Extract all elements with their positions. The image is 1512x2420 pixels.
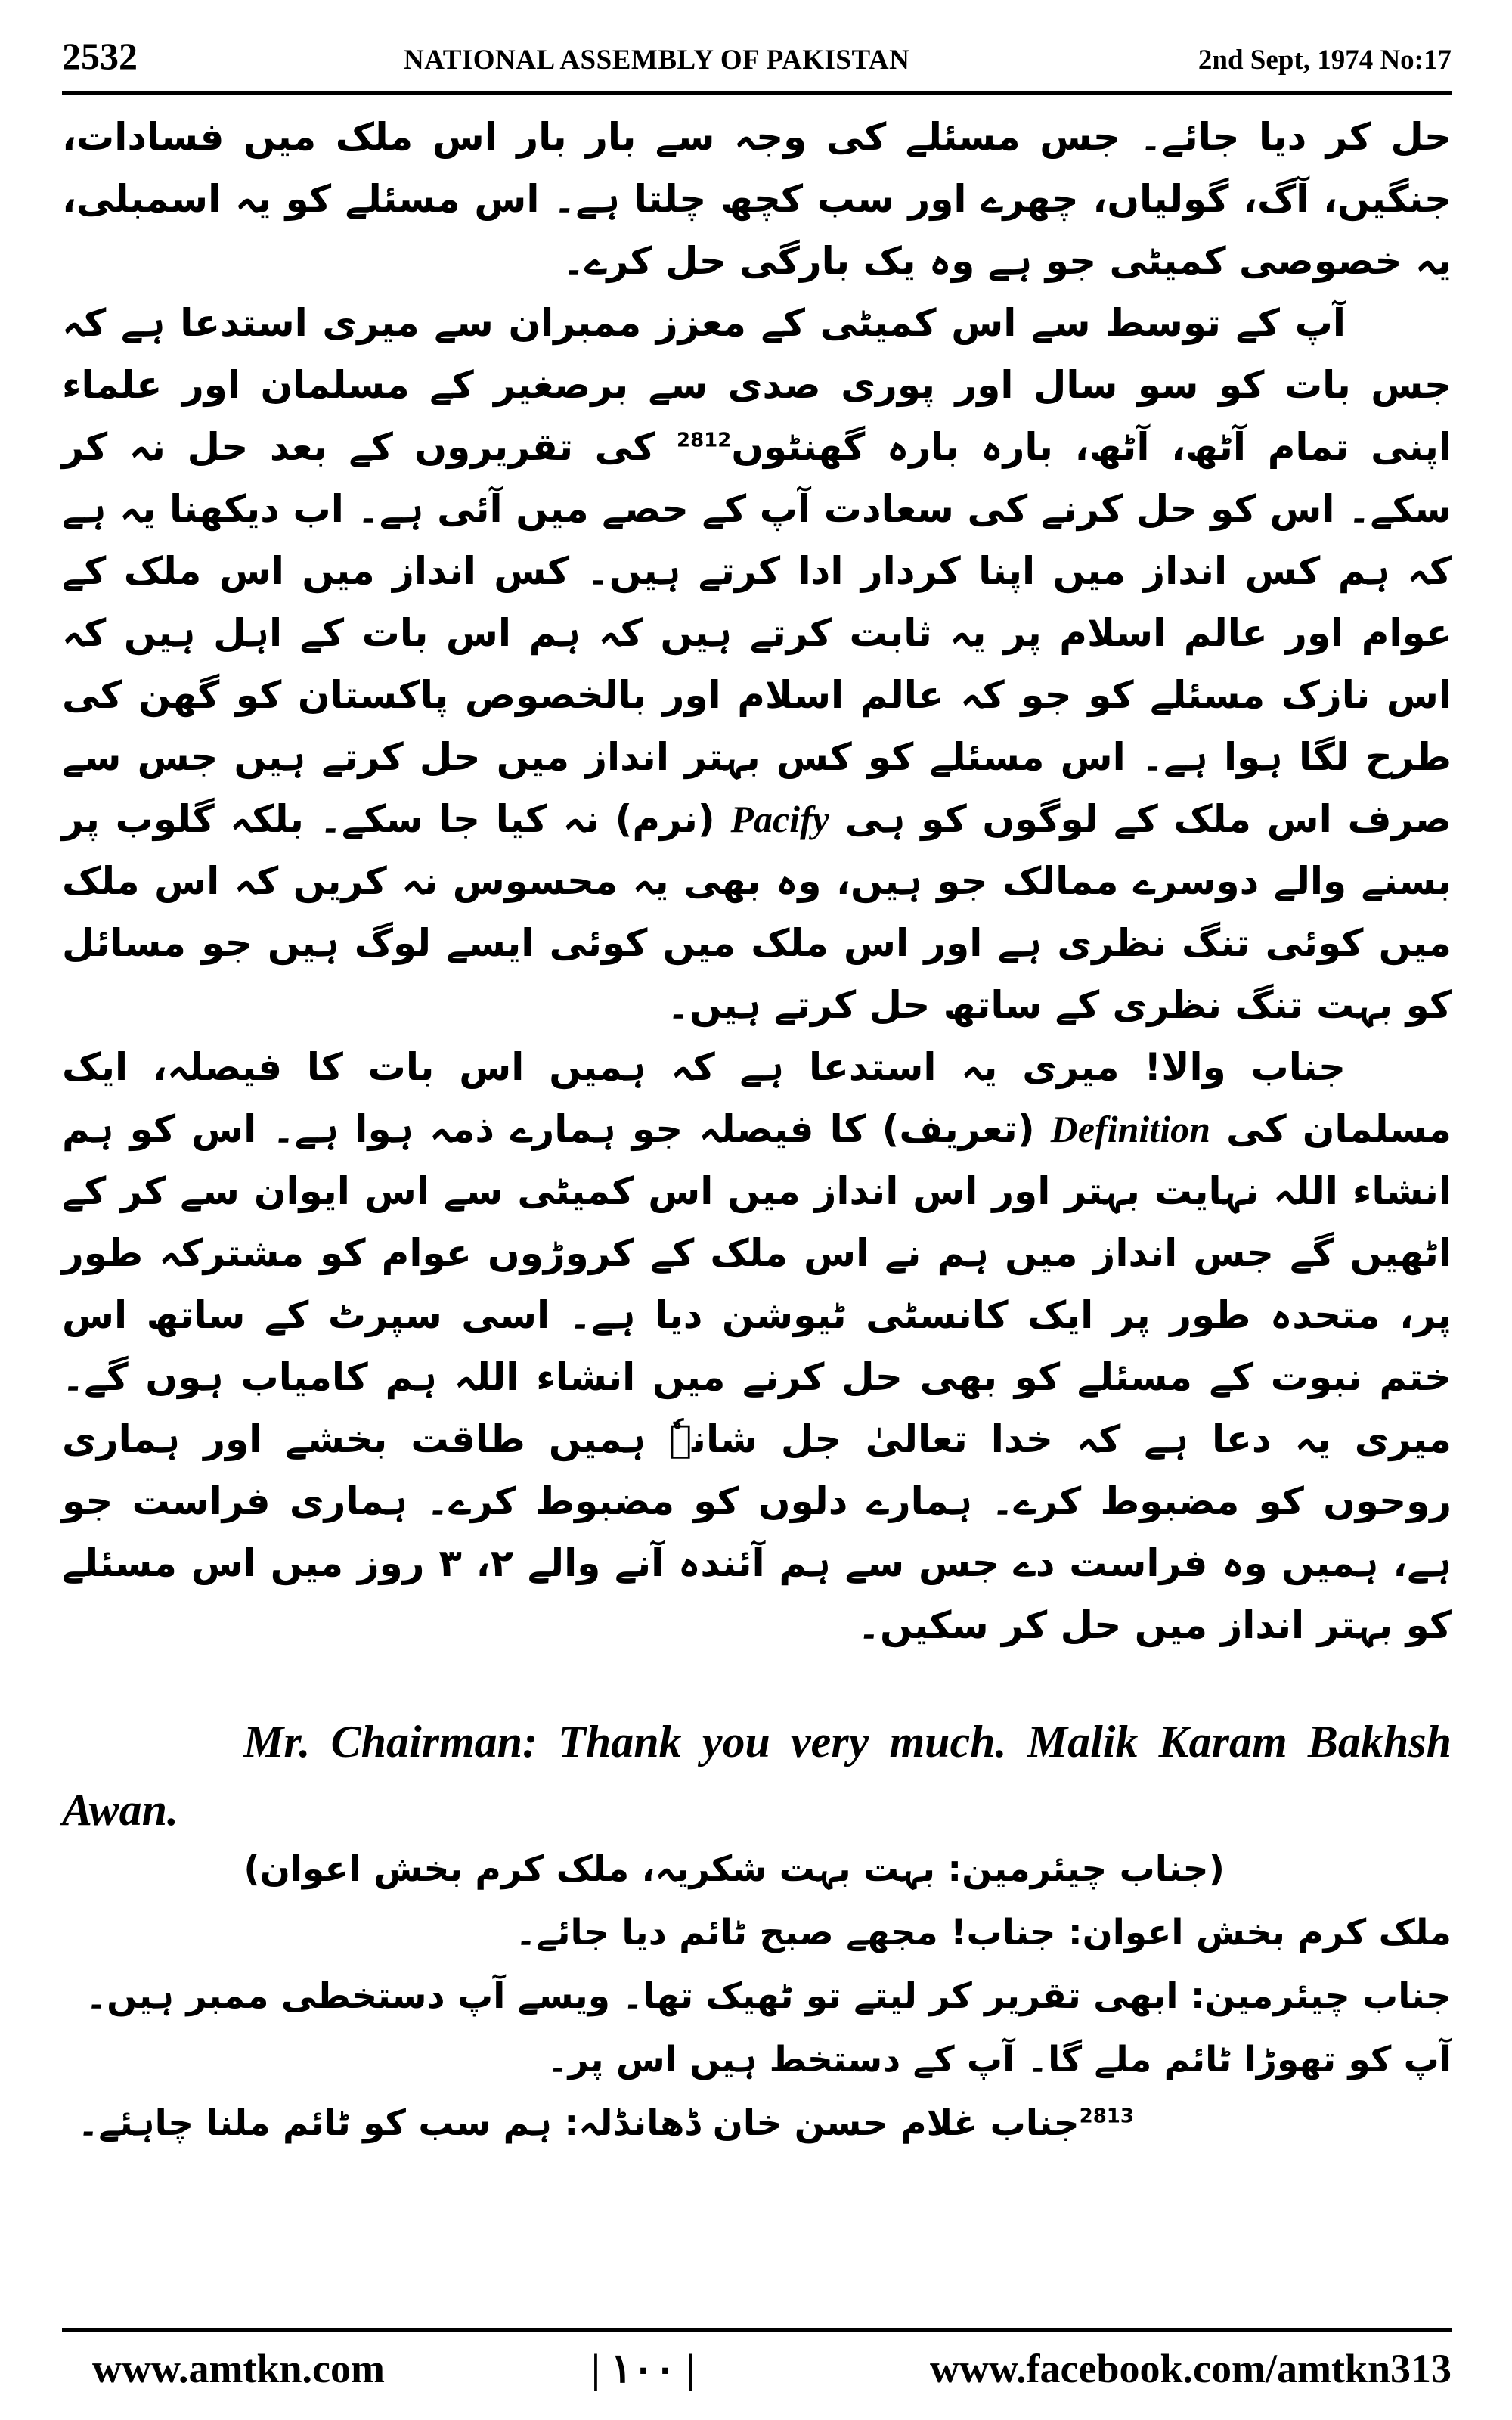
footnote-marker-2812: 2812 xyxy=(677,429,732,452)
footnote-marker-2813: 2813 xyxy=(1079,2105,1134,2128)
paragraph-1: حل کر دیا جائے۔ جس مسئلے کی وجہ سے بار بار اس ملک میں فسادات، جنگیں، آگ، گولیاں، چھرے اور سب کچھ چلتا ہے۔ اس مسئلے کو یہ اسمبلی، یہ خصوصی کمیٹی جو ہے وہ یک بارگی حل کرے۔ xyxy=(62,115,1452,283)
urdu-body-text xyxy=(62,106,1452,1656)
dialogue-line-2: ملک کرم بخش اعوان: جناب! مجھے صبح ٹائم دیا جائے۔ xyxy=(515,1912,1452,1953)
facebook-link[interactable]: www.facebook.com/amtkn313 xyxy=(930,2346,1452,2391)
running-header xyxy=(62,33,1452,86)
paragraph-2: آپ کے توسط سے اس کمیٹی کے معزز ممبران سے میری استدعا ہے کہ جس بات کو سو سال اور پوری صدی سے برصغیر کے مسلمان اور علماء اپنی تمام آٹھ، آٹھ، بارہ بارہ گھنٹوں$^{2812}$ کی تقریروں کے بعد حل نہ کر سکے۔ اس کو حل کرنے کی سعادت آپ کے حصے میں آئی ہے۔ اب دیکھنا یہ ہے کہ ہم کس انداز میں اپنا کردار ادا کرتے ہیں۔ کس انداز میں اس ملک کے عوام اور عالم اسلام پر یہ ثابت کرتے ہیں کہ ہم اس بات کے اہل ہیں کہ اس نازک مسئلے کو جو کہ عالم اسلام اور بالخصوص پاکستان کو گھن کی طرح لگا ہوا ہے۔ اس مسئلے کو کس بہتر انداز میں حل کرتے ہیں جس سے صرف اس ملک کے لوگوں کو ہی Pacify (نرم) نہ کیا جا سکے۔ بلکہ گلوب پر بسنے والے دوسرے ممالک جو ہیں، وہ بھی یہ محسوس نہ کریں کہ اس ملک میں کوئی تنگ نظری ہے اور اس ملک میں کوئی ایسے لوگ ہیں جو مسائل کو بہت تنگ نظری کے ساتھ حل کرتے ہیں۔ xyxy=(62,301,1452,1027)
running-title: NATIONAL ASSEMBLY OF PAKISTAN xyxy=(404,45,910,76)
speaker-name: Mr. Chairman: xyxy=(243,1717,538,1767)
website-link[interactable]: www.amtkn.com xyxy=(92,2346,385,2391)
paragraph-3: جناب والا! میری یہ استدعا ہے کہ ہمیں اس بات کا فیصلہ، ایک مسلمان کی Definition (تعریف) کا فیصلہ جو ہمارے ذمہ ہوا ہے۔ اس کو ہم انشاء اللہ نہایت بہتر اور اس انداز میں اس کمیٹی سے اس ایوان سے کر کے اٹھیں گے جس انداز میں ہم نے اس ملک کے کروڑوں عوام کو مشترکہ طور پر، متحدہ طور پر ایک کانسٹی ٹیوشن دیا ہے۔ اسی سپرٹ کے ساتھ اس ختم نبوت کے مسئلے کو بھی حل کرنے میں انشاء اللہ ہم کامیاب ہوں گے۔ میری یہ دعا ہے کہ خدا تعالیٰ جل شانہٗ ہمیں طاقت بخشے اور ہماری روحوں کو مضبوط کرے۔ ہمارے دلوں کو مضبوط کرے۔ ہماری فراست جو ہے، ہمیں وہ فراست دے جس سے ہم آئندہ آنے والے ۲، ۳ روز میں اس مسئلے کو بہتر انداز میں حل کر سکیں۔ xyxy=(62,1045,1452,1647)
footer-page-number: | ۱۰۰ | xyxy=(591,2346,696,2391)
dialogue-line-3: جناب چیئرمین: ابھی تقریر کر لیتے تو ٹھیک تھا۔ ویسے آپ دستخطی ممبر ہیں۔ آپ کو تھوڑا ٹائم ملے گا۔ آپ کے دستخط ہیں اس پر۔ xyxy=(85,1975,1452,2080)
latin-term-pacify: Pacify xyxy=(730,798,829,840)
dialogue-line-4: $^{2813}$جناب غلام حسن خان ڈھانڈلہ: ہم سب کو ٹائم ملنا چاہئے۔ xyxy=(77,2102,1134,2144)
english-remark xyxy=(62,1708,1452,1844)
latin-term-definition: Definition xyxy=(1050,1108,1210,1150)
page-footer xyxy=(62,2341,1452,2396)
page-number: 2532 xyxy=(62,35,138,77)
english-statement: Thank you very much. Malik Karam Bakhsh Awan. xyxy=(62,1717,1452,1835)
footer-rule xyxy=(62,2328,1452,2332)
header-rule xyxy=(62,91,1452,95)
session-date-number: 2nd Sept, 1974 No:17 xyxy=(1198,45,1452,76)
urdu-dialogue xyxy=(62,1838,1452,2155)
dialogue-line-1: (جناب چیئرمین: بہت بہت شکریہ، ملک کرم بخش اعوان) xyxy=(243,1848,1225,1890)
